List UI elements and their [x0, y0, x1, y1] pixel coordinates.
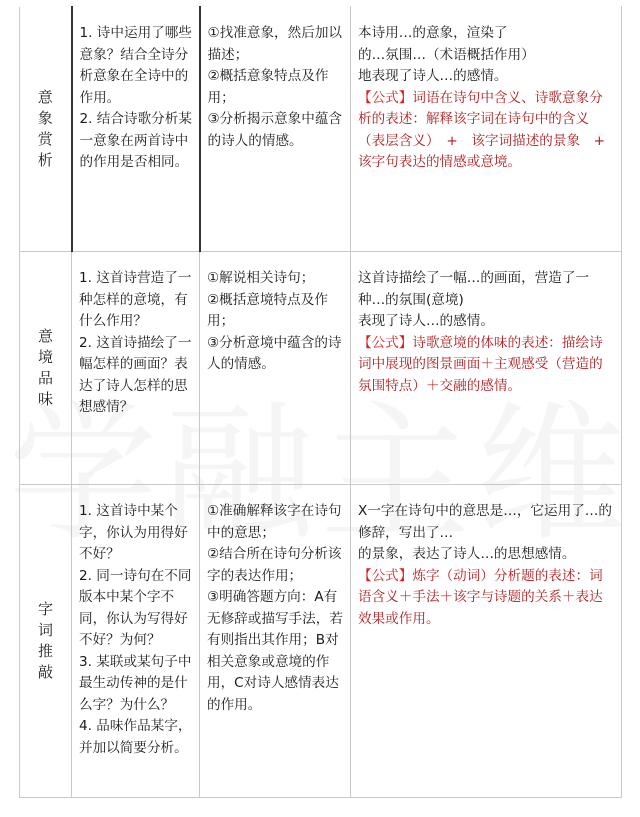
method-step: ③分析揭示意象中蕴含的诗人的情感。: [207, 111, 343, 149]
template-line: 地表现了诗人…的感情。: [358, 68, 508, 84]
question-text: 1. 诗中运用了哪些意象？结合全诗分析意象在全诗中的作用。: [79, 25, 192, 106]
poetry-answer-guide-table: [19, 6, 622, 798]
formula-tag: 【公式】: [358, 89, 413, 106]
category-char: 境: [37, 348, 53, 366]
formula-block: [358, 333, 616, 398]
formula-block: [358, 88, 619, 174]
table-row: [20, 7, 622, 252]
category-char: 赏: [37, 130, 53, 148]
question-text: 1. 这首诗营造了一种怎样的意境，有什么作用？: [79, 270, 192, 329]
template-line: 表现了诗人…的感情。: [358, 313, 494, 329]
template-line: X一字在诗句中的意思是…，它运用了…的修辞，写出了…: [358, 503, 612, 541]
method-step: ②结合所在诗句分析该字的表达作用；: [207, 546, 342, 584]
formula-text: 炼字（动词）分析题的表述：词语含义＋手法＋该字与诗题的关系＋表达效果或作用。: [358, 567, 603, 627]
method-cell: [200, 7, 351, 252]
category-char: 析: [37, 151, 53, 169]
question-cell: [72, 7, 200, 252]
category-char: 意: [37, 327, 53, 345]
method-step: ②概括意境特点及作用；: [207, 291, 328, 329]
question-cell: [72, 485, 200, 798]
template-cell: [351, 485, 622, 798]
method-cell: [200, 252, 351, 485]
template-line: 的景象，表达了诗人…的思想感情。: [358, 546, 576, 562]
category-label: [20, 485, 72, 798]
formula-block: [358, 566, 616, 631]
table-row: [20, 485, 622, 798]
formula-tag: 【公式】: [358, 334, 413, 351]
method-step: ①解说相关诗句；: [207, 270, 315, 286]
table-row: [20, 252, 622, 485]
template-line: 本诗用…的意象，渲染了: [358, 25, 508, 41]
category-char: 词: [37, 621, 53, 639]
category-label: [20, 7, 72, 252]
category-char: 品: [37, 369, 53, 387]
question-text: 1. 这首诗中某个字，你认为用得好不好？: [79, 503, 188, 562]
template-cell: [351, 252, 622, 485]
question-text: 4. 品味作品某字，并加以简要分析。: [79, 718, 192, 756]
method-step: ③明确答题方向：A有无修辞或描写手法，若有则指出其作用；B对相关意象或意境的作用，C对诗人感情表达的作用。: [207, 589, 343, 713]
question-cell: [72, 252, 200, 485]
category-label: [20, 252, 72, 485]
template-line: 的…氛围…（术语概括作用）: [358, 46, 535, 63]
category-char: 字: [37, 600, 53, 618]
method-step: ②概括意象特点及作用；: [207, 68, 329, 106]
category-char: 意: [37, 88, 53, 106]
formula-tag: 【公式】: [358, 567, 413, 584]
method-cell: [200, 485, 351, 798]
question-text: 2. 结合诗歌分析某一意象在两首诗中的作用是否相同。: [79, 111, 192, 170]
question-text: 2. 这首诗描绘了一幅怎样的画面？表达了诗人怎样的思想感情？: [79, 334, 192, 415]
method-step: ①准确解释该字在诗句中的意思；: [207, 503, 342, 541]
category-char: 味: [37, 390, 53, 408]
question-text: 3. 某联或某句子中最生动传神的是什么字？为什么？: [79, 653, 192, 713]
question-text: 2. 同一诗句在不同版本中某个字不同，你认为写得好不好？为何？: [79, 567, 192, 648]
category-char: 敲: [37, 663, 53, 681]
category-char: 推: [37, 642, 53, 660]
category-char: 象: [37, 109, 53, 127]
formula-text: 词语在诗句中含义、诗歌意象分析的表述：解释该字词在诗句中的含义（表层含义） + 该字词描述的景象 + 该字句表达的情感或意境。: [358, 89, 619, 170]
method-step: ③分析意境中蕴含的诗人的情感。: [207, 334, 342, 372]
method-step: ①找准意象，然后加以描述；: [207, 25, 343, 63]
formula-text: 诗歌意境的体味的表述：描绘诗词中展现的图景画面＋主观感受（营造的氛围特点）＋交融的感情。: [358, 334, 603, 394]
template-cell: [351, 7, 622, 252]
template-line: 这首诗描绘了一幅…的画面，营造了一种…的氛围(意境): [358, 270, 590, 308]
